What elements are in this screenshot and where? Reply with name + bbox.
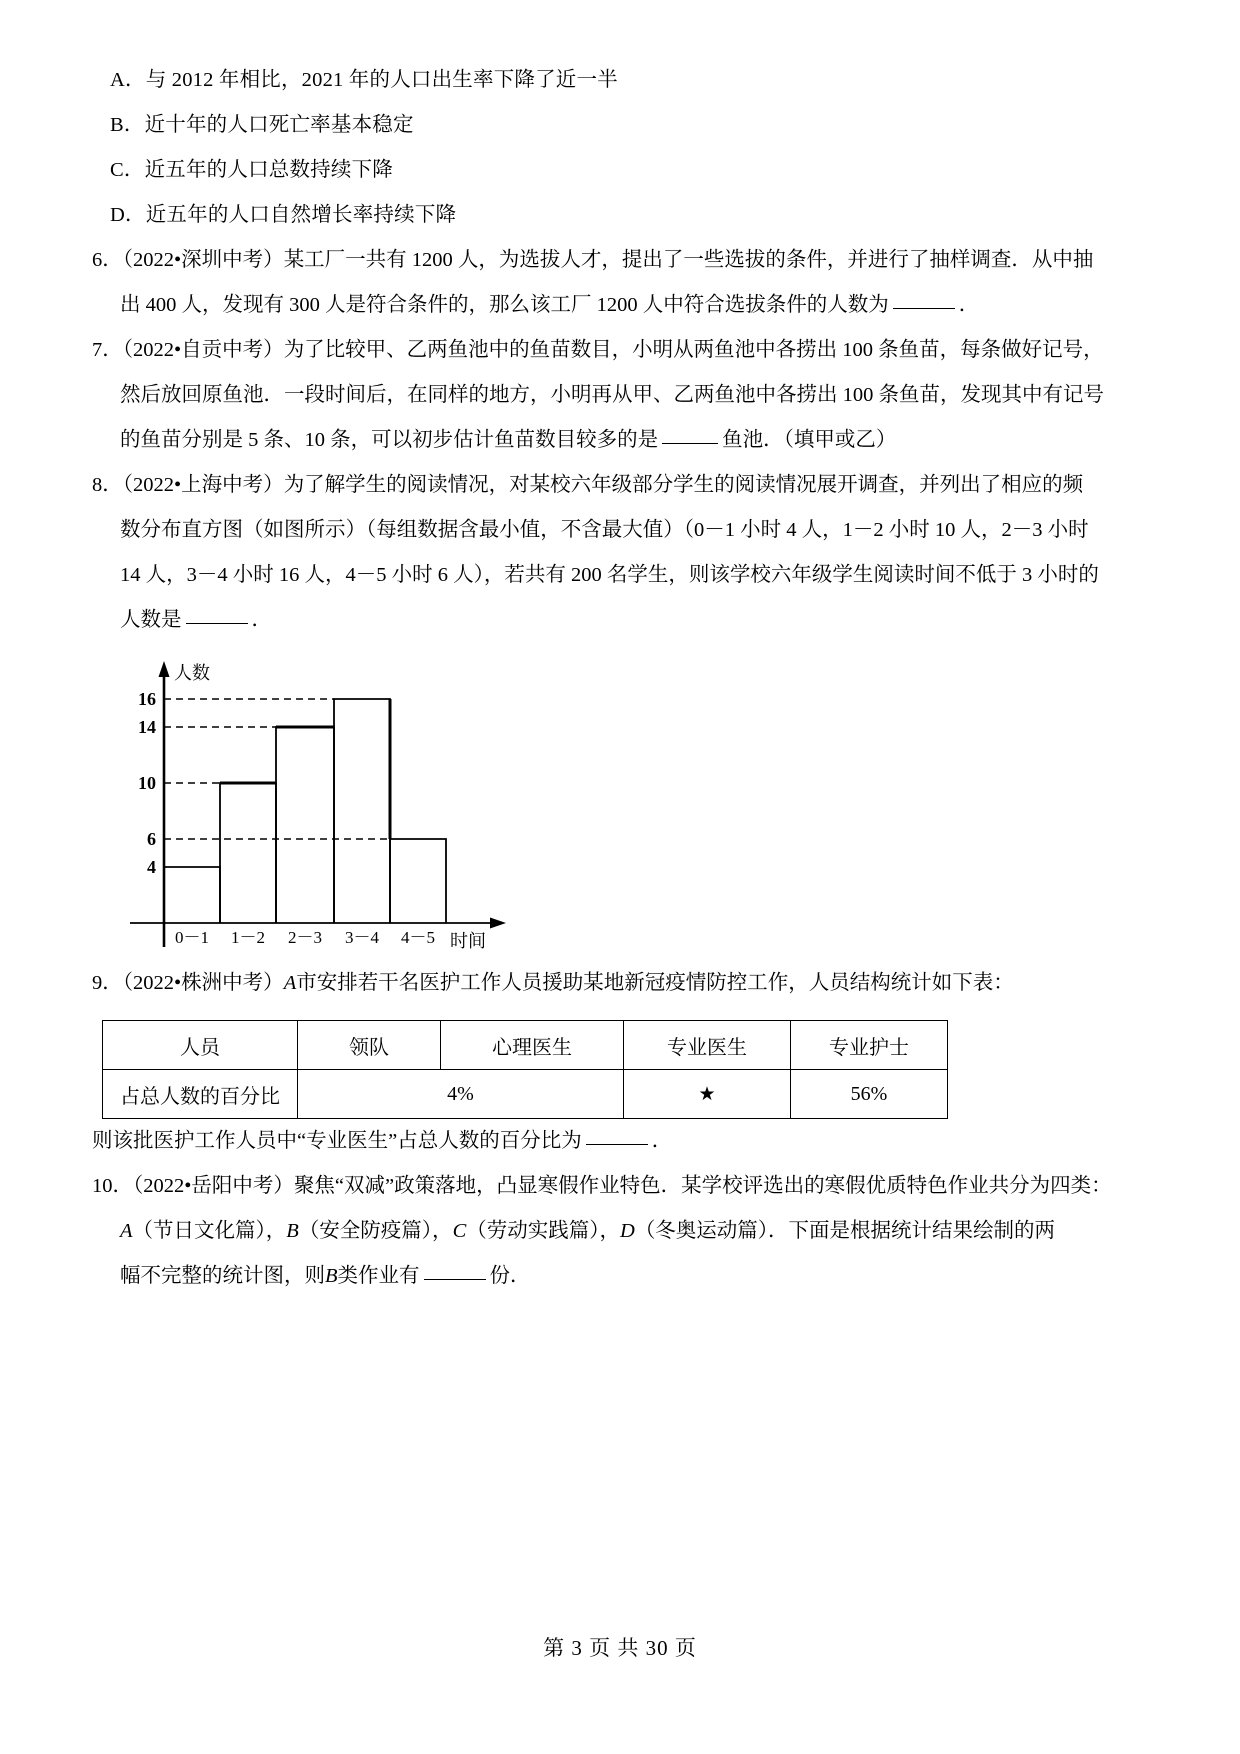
question-10-line-3 bbox=[92, 1254, 1162, 1299]
question-6-number: 6． bbox=[92, 249, 123, 271]
x-tick-labels bbox=[175, 928, 435, 947]
bar-0-1 bbox=[164, 867, 220, 923]
x-tick-3-4: 3－4 bbox=[345, 928, 379, 947]
answer-blank-q6[interactable] bbox=[893, 307, 955, 309]
y-tick-16: 16 bbox=[138, 689, 156, 709]
table-cell-nurse-percent: 56% bbox=[791, 1070, 948, 1119]
answer-blank-q10[interactable] bbox=[424, 1278, 486, 1280]
y-tick-labels bbox=[138, 689, 156, 877]
category-b-letter: B bbox=[286, 1220, 299, 1242]
question-7-text-3: 的鱼苗分别是 5 条、10 条，可以初步估计鱼苗数目较多的是 bbox=[120, 429, 659, 451]
option-a: A．与 2012 年相比，2021 年的人口出生率下降了近一半 bbox=[110, 69, 618, 91]
question-6-line-2 bbox=[92, 283, 1162, 328]
option-a-label: A bbox=[110, 69, 126, 91]
question-6-source: （2022•深圳中考） bbox=[122, 249, 284, 271]
category-d-letter: D bbox=[620, 1220, 635, 1242]
question-7-source: （2022•自贡中考） bbox=[122, 339, 284, 361]
page-footer bbox=[0, 1632, 1240, 1662]
x-tick-2-3: 2－3 bbox=[288, 928, 322, 947]
y-tick-6: 6 bbox=[147, 829, 156, 849]
question-6-line-1 bbox=[92, 238, 1162, 283]
option-c-label: C bbox=[110, 159, 124, 181]
question-7-text-4: 鱼池．（填甲或乙） bbox=[722, 429, 897, 451]
table-header-psychologist: 心理医生 bbox=[441, 1021, 624, 1070]
y-axis-title: 人数 bbox=[174, 663, 210, 683]
category-c-letter: C bbox=[452, 1220, 467, 1242]
bars bbox=[164, 699, 446, 923]
question-10-line-1 bbox=[92, 1164, 1162, 1209]
x-tick-0-1: 0－1 bbox=[175, 928, 209, 947]
table-row-label: 占总人数的百分比 bbox=[103, 1070, 298, 1119]
y-axis-arrow bbox=[159, 661, 170, 677]
option-list bbox=[92, 58, 1162, 238]
question-9-number: 9． bbox=[92, 972, 123, 994]
question-10-line-2 bbox=[92, 1209, 1162, 1254]
x-tick-4-5: 4－5 bbox=[401, 928, 435, 947]
personnel-table-wrap bbox=[102, 1020, 1162, 1119]
bar-1-2 bbox=[220, 783, 276, 923]
y-tick-10: 10 bbox=[138, 773, 156, 793]
question-10-text-3: 类作业有 bbox=[337, 1265, 420, 1287]
table-cell-doctor-percent: ★ bbox=[624, 1070, 791, 1119]
option-d-label: D bbox=[110, 204, 126, 226]
y-tick-14: 14 bbox=[138, 717, 156, 737]
question-6 bbox=[92, 238, 1162, 328]
question-9-line-2 bbox=[92, 1119, 1162, 1164]
question-9-text-1: 市安排若干名医护工作人员援助某地新冠疫情防控工作，人员结构统计如下表： bbox=[296, 972, 1014, 994]
x-axis-arrow bbox=[490, 918, 506, 929]
question-8 bbox=[92, 463, 1162, 643]
question-10-source: （2022•岳阳中考） bbox=[133, 1175, 294, 1197]
question-10-class-letter: B bbox=[325, 1265, 338, 1287]
question-6-text-3: ． bbox=[958, 294, 980, 316]
question-8-text-2: 数分布直方图（如图所示）（每组数据含最小值，不含最大值）（0－1 小时 4 人，1－2 小时 10 人，2－3 小时 bbox=[120, 519, 1089, 541]
question-8-text-1: 为了解学生的阅读情况，对某校六年级部分学生的阅读情况展开调查，并列出了相应的频 bbox=[283, 474, 1084, 496]
bar-4-5 bbox=[390, 839, 446, 923]
question-7-number: 7． bbox=[92, 339, 123, 361]
question-10 bbox=[92, 1164, 1162, 1299]
option-d-text: 近五年的人口自然增长率持续下降 bbox=[145, 204, 457, 226]
question-8-line-2 bbox=[92, 508, 1162, 553]
x-axis-title: 时间 bbox=[450, 931, 486, 951]
y-tick-4: 4 bbox=[147, 857, 156, 877]
option-c-text: 近五年的人口总数持续下降 bbox=[144, 159, 393, 181]
option-c: C．近五年的人口总数持续下降 bbox=[110, 159, 393, 181]
question-10-text-2: 幅不完整的统计图，则 bbox=[120, 1265, 325, 1287]
answer-blank-q9[interactable] bbox=[586, 1143, 648, 1145]
table-header-doctor: 专业医生 bbox=[624, 1021, 791, 1070]
question-8-line-1 bbox=[92, 463, 1162, 508]
question-10-text-4: 份． bbox=[489, 1265, 531, 1287]
table-header-leader: 领队 bbox=[298, 1021, 441, 1070]
frequency-histogram bbox=[116, 651, 536, 951]
bar-2-3 bbox=[276, 727, 334, 923]
question-8-line-4 bbox=[92, 598, 1162, 643]
table-header-nurse: 专业护士 bbox=[791, 1021, 948, 1070]
question-9-text-2: 则该批医护工作人员中“专业医生”占总人数的百分比为 bbox=[92, 1130, 582, 1152]
question-7-line-2 bbox=[92, 373, 1162, 418]
question-8-text-4: 人数是 bbox=[120, 609, 182, 631]
page-number-text: 第 3 页 共 30 页 bbox=[543, 1636, 697, 1660]
table-row-header bbox=[103, 1021, 948, 1070]
x-tick-1-2: 1－2 bbox=[231, 928, 265, 947]
question-8-number: 8． bbox=[92, 474, 123, 496]
table-header-personnel: 人员 bbox=[103, 1021, 298, 1070]
question-8-text-5: ． bbox=[251, 609, 272, 631]
category-a-text: （节日文化篇）， bbox=[132, 1220, 287, 1242]
answer-blank-q7[interactable] bbox=[662, 442, 718, 444]
personnel-table bbox=[102, 1020, 948, 1119]
option-d: D．近五年的人口自然增长率持续下降 bbox=[110, 204, 457, 226]
table-row-percent bbox=[103, 1070, 948, 1119]
question-9-line-1 bbox=[92, 961, 1162, 1006]
question-9-source: （2022•株洲中考） bbox=[122, 972, 284, 994]
question-7-line-1 bbox=[92, 328, 1162, 373]
question-7-text-1: 为了比较甲、乙两鱼池中的鱼苗数目，小明从两鱼池中各捞出 100 条鱼苗，每条做好记号， bbox=[283, 339, 1104, 361]
question-8-line-3 bbox=[92, 553, 1162, 598]
question-9-city: A bbox=[283, 972, 297, 994]
question-7 bbox=[92, 328, 1162, 463]
table-cell-leader-psych-percent: 4% bbox=[298, 1070, 624, 1119]
category-d-text: （冬奥运动篇）．下面是根据统计结果绘制的两 bbox=[634, 1220, 1056, 1242]
question-8-text-3: 14 人，3－4 小时 16 人，4－5 小时 6 人），若共有 200 名学生，则该学校六年级学生阅读时间不低于 3 小时的 bbox=[120, 564, 1099, 586]
answer-blank-q8[interactable] bbox=[186, 622, 248, 624]
category-c-text: （劳动实践篇）， bbox=[466, 1220, 620, 1242]
gridlines bbox=[164, 699, 390, 839]
option-a-text: 与 2012 年相比，2021 年的人口出生率下降了近一半 bbox=[145, 69, 618, 91]
option-b-label: B bbox=[110, 114, 124, 136]
question-9-followup bbox=[92, 1119, 1162, 1164]
question-7-line-3 bbox=[92, 418, 1162, 463]
category-a-letter: A bbox=[120, 1220, 133, 1242]
option-b-text: 近十年的人口死亡率基本稳定 bbox=[144, 114, 414, 136]
question-10-number: 10． bbox=[92, 1175, 133, 1197]
question-8-source: （2022•上海中考） bbox=[122, 474, 284, 496]
category-b-text: （安全防疫篇）， bbox=[298, 1220, 453, 1242]
question-7-text-2: 然后放回原鱼池．一段时间后，在同样的地方，小明再从甲、乙两鱼池中各捞出 100 条鱼苗，发现其中有记号 bbox=[120, 384, 1104, 406]
question-9 bbox=[92, 961, 1162, 1006]
option-b: B．近十年的人口死亡率基本稳定 bbox=[110, 114, 414, 136]
question-9-text-3: ． bbox=[651, 1130, 673, 1152]
histogram-svg bbox=[116, 651, 536, 951]
bar-3-4 bbox=[334, 699, 390, 923]
bar-top-emphasis bbox=[220, 699, 390, 839]
question-10-text-1: 聚焦“双减”政策落地，凸显寒假作业特色．某学校评选出的寒假优质特色作业共分为四类： bbox=[293, 1175, 1112, 1197]
question-6-text-1: 某工厂一共有 1200 人，为选拔人才，提出了一些选拔的条件，并进行了抽样调查．从中抽 bbox=[283, 249, 1094, 271]
question-6-text-2: 出 400 人，发现有 300 人是符合条件的，那么该工厂 1200 人中符合选拔条件的人数为 bbox=[120, 294, 889, 316]
